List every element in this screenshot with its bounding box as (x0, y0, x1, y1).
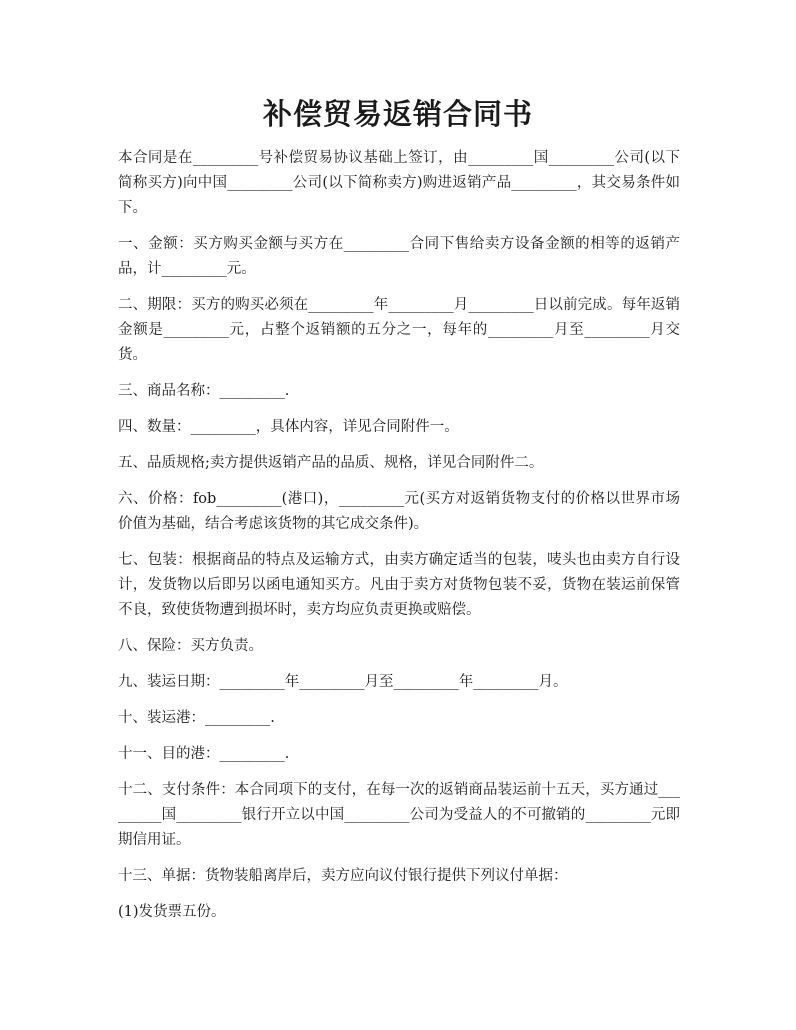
clause-insurance: 八、保险：买方负责。 (118, 638, 263, 654)
clause-term: 二、期限：买方的购买必须在_________年_________月_________日以前完成。每年返销金额是_________元，占整个返销额的五分之一，每年的_________月至_________月交货。 (118, 297, 680, 363)
clause-shipment-date: 九、装运日期：_________年_________月至_________年_________月。 (118, 674, 568, 690)
clause-amount: 一、金额：买方购买金额与买方在_________合同下售给卖方设备金额的相等的返销产品，计_________元。 (118, 236, 680, 277)
clause-packing: 七、包装：根据商品的特点及运输方式，由卖方确定适当的包装，唛头也由卖方自行设计，发货物以后即另以函电通知买方。凡由于卖方对货物包装不妥，货物在装运前保管不良，致使货物遭到损坏时，卖方均应负责更换或赔偿。 (118, 552, 680, 618)
clause-price: 六、价格：fob_________(港口)，_________元(买方对返销货物支付的价格以世界市场价值为基础，结合考虑该货物的其它成交条件)。 (118, 491, 680, 532)
clause-payment: 十二、支付条件：本合同项下的支付，在每一次的返销商品装运前十五天，买方通过_________国_________银行开立以中国_________公司为受益人的不可撤销的_________元即期信用证。 (118, 782, 680, 848)
clause-destination-port: 十一、目的港：_________. (118, 746, 290, 762)
document-item-invoice: (1)发货票五份。 (118, 904, 226, 920)
document-body (118, 146, 680, 936)
clause-quality: 五、品质规格;卖方提供返销产品的品质、规格，详见合同附件二。 (118, 455, 544, 471)
paragraph-intro: 本合同是在_________号补偿贸易协议基础上签订，由_________国_________公司(以下简称买方)向中国_________公司(以下简称卖方)购进返销产品_________，其交易条件如下。 (118, 150, 680, 216)
clause-documents: 十三、单据：货物装船离岸后，卖方应向议付银行提供下列议付单据： (118, 868, 568, 884)
document-title: 补偿贸易返销合同书 (262, 97, 533, 131)
clause-commodity-name: 三、商品名称：_________. (118, 383, 290, 399)
clause-loading-port: 十、装运港：_________. (118, 710, 275, 726)
clause-quantity: 四、数量：_________，具体内容，详见合同附件一。 (118, 419, 459, 435)
